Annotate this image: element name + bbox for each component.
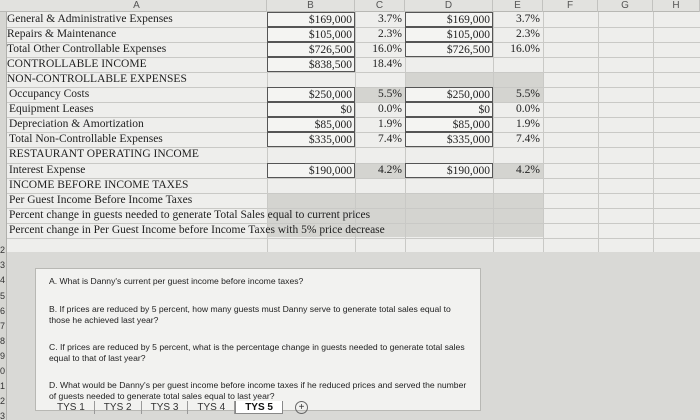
row-number[interactable]: 1 bbox=[0, 381, 6, 391]
row-label[interactable]: Occupancy Costs bbox=[9, 88, 90, 100]
row-label[interactable]: Total Non-Controllable Expenses bbox=[9, 133, 163, 145]
row-label[interactable]: NON-CONTROLLABLE EXPENSES bbox=[7, 73, 187, 85]
row-number[interactable]: 9 bbox=[0, 351, 6, 361]
column-header-e[interactable]: E bbox=[493, 0, 543, 12]
cell-d[interactable]: $0 bbox=[405, 102, 493, 117]
row-number[interactable]: 2 bbox=[0, 245, 6, 255]
table-row bbox=[7, 132, 700, 147]
column-header-d[interactable]: D bbox=[405, 0, 493, 12]
row-label[interactable]: Total Other Controllable Expenses bbox=[7, 43, 167, 55]
row-label[interactable]: Depreciation & Amortization bbox=[9, 118, 144, 130]
cell-d[interactable]: $85,000 bbox=[405, 117, 493, 132]
cell-b[interactable]: $0 bbox=[267, 102, 355, 117]
table-row bbox=[7, 147, 700, 162]
row-label[interactable]: RESTAURANT OPERATING INCOME bbox=[9, 148, 199, 160]
table-row bbox=[7, 87, 700, 102]
cell-e[interactable]: 5.5% bbox=[516, 88, 540, 100]
row-label[interactable]: INCOME BEFORE INCOME TAXES bbox=[9, 179, 189, 191]
table-row bbox=[7, 163, 700, 178]
cell-c[interactable]: 7.4% bbox=[378, 133, 402, 145]
table-row bbox=[7, 42, 700, 57]
sheet-tab-tys-1[interactable]: TYS 1 bbox=[48, 401, 95, 414]
column-header-bar bbox=[0, 0, 700, 12]
row-number[interactable]: 2 bbox=[0, 396, 6, 406]
table-row bbox=[7, 102, 700, 117]
cell-d[interactable]: $190,000 bbox=[405, 163, 493, 178]
row-label[interactable]: General & Administrative Expenses bbox=[7, 13, 173, 25]
cell-c[interactable]: 3.7% bbox=[378, 13, 402, 25]
row-label[interactable]: Per Guest Income Before Income Taxes bbox=[9, 194, 193, 206]
cell-e[interactable]: 3.7% bbox=[516, 13, 540, 25]
sheet-tab-tys-3[interactable]: TYS 3 bbox=[142, 401, 189, 414]
table-row bbox=[7, 193, 700, 208]
row-label[interactable]: CONTROLLABLE INCOME bbox=[7, 58, 147, 70]
table-row bbox=[7, 57, 700, 72]
column-header-c[interactable]: C bbox=[355, 0, 405, 12]
cell-c[interactable]: 18.4% bbox=[372, 58, 402, 70]
cell-b[interactable]: $190,000 bbox=[267, 163, 355, 178]
cell-b[interactable]: $335,000 bbox=[267, 132, 355, 147]
column-header-g[interactable]: G bbox=[598, 0, 653, 12]
sheet-tab-tys-5[interactable]: TYS 5 bbox=[235, 401, 283, 414]
column-header-h[interactable]: H bbox=[653, 0, 700, 12]
row-number[interactable]: 3 bbox=[0, 411, 6, 420]
cell-e[interactable]: 0.0% bbox=[516, 103, 540, 115]
cell-d[interactable]: $250,000 bbox=[405, 87, 493, 102]
column-header-f[interactable]: F bbox=[543, 0, 598, 12]
table-row bbox=[7, 178, 700, 193]
row-header-bar bbox=[0, 12, 7, 420]
cell-c[interactable]: 16.0% bbox=[372, 43, 402, 55]
row-number[interactable]: 6 bbox=[0, 306, 6, 316]
cell-b[interactable]: $726,500 bbox=[267, 42, 355, 57]
row-number[interactable]: 4 bbox=[0, 275, 6, 285]
cell-d[interactable]: $169,000 bbox=[405, 12, 493, 27]
row-number[interactable]: 5 bbox=[0, 291, 6, 301]
table-row bbox=[7, 117, 700, 132]
cell-b[interactable]: $85,000 bbox=[267, 117, 355, 132]
spreadsheet-grid[interactable] bbox=[7, 12, 700, 252]
row-label[interactable]: Percent change in guests needed to generate Total Sales equal to current prices bbox=[9, 209, 371, 221]
sheet-tab-bar bbox=[48, 401, 308, 414]
row-label[interactable]: Percent change in Per Guest Income before Income Taxes with 5% price decrease bbox=[9, 224, 385, 236]
cell-d[interactable]: $105,000 bbox=[405, 27, 493, 42]
cell-b[interactable]: $105,000 bbox=[267, 27, 355, 42]
cell-c[interactable]: 4.2% bbox=[378, 164, 402, 176]
cell-e[interactable]: 7.4% bbox=[516, 133, 540, 145]
cell-c[interactable]: 5.5% bbox=[378, 88, 402, 100]
sheet-tab-tys-2[interactable]: TYS 2 bbox=[95, 401, 142, 414]
cell-c[interactable]: 2.3% bbox=[378, 28, 402, 40]
cell-b[interactable]: $169,000 bbox=[267, 12, 355, 27]
plus-circle-icon[interactable]: + bbox=[295, 401, 308, 414]
row-label[interactable]: Repairs & Maintenance bbox=[7, 28, 117, 40]
question-d: D. What would be Danny's per guest income before income taxes if he reduced prices and served the number of guests needed to generate total sales equal to last year? bbox=[49, 380, 467, 401]
cell-c[interactable]: 0.0% bbox=[378, 103, 402, 115]
cell-b[interactable]: $250,000 bbox=[267, 87, 355, 102]
row-number[interactable]: 7 bbox=[0, 321, 6, 331]
row-number[interactable]: 8 bbox=[0, 336, 6, 346]
cell-d[interactable]: $335,000 bbox=[405, 132, 493, 147]
sheet-tab-tys-4[interactable]: TYS 4 bbox=[188, 401, 235, 414]
table-row bbox=[7, 72, 700, 87]
table-row bbox=[7, 208, 700, 223]
cell-d[interactable]: $726,500 bbox=[405, 42, 493, 57]
row-number[interactable]: 0 bbox=[0, 366, 6, 376]
question-a: A. What is Danny's current per guest income before income taxes? bbox=[49, 276, 304, 286]
row-label[interactable]: Interest Expense bbox=[9, 164, 86, 176]
cell-e[interactable]: 1.9% bbox=[516, 118, 540, 130]
cell-e[interactable]: 2.3% bbox=[516, 28, 540, 40]
cell-b[interactable]: $838,500 bbox=[267, 57, 355, 72]
column-header-a[interactable]: A bbox=[7, 0, 267, 12]
table-row bbox=[7, 12, 700, 27]
question-c: C. If prices are reduced by 5 percent, what is the percentage change in guests needed to generate total sales equal to that of last year? bbox=[49, 342, 465, 363]
cell-e[interactable]: 16.0% bbox=[510, 43, 540, 55]
column-header-b[interactable]: B bbox=[267, 0, 355, 12]
question-text-box[interactable] bbox=[35, 268, 481, 411]
cell-c[interactable]: 1.9% bbox=[378, 118, 402, 130]
table-row bbox=[7, 223, 700, 238]
table-row bbox=[7, 27, 700, 42]
cell-e[interactable]: 4.2% bbox=[516, 164, 540, 176]
row-number[interactable]: 3 bbox=[0, 260, 6, 270]
question-b: B. If prices are reduced by 5 percent, how many guests must Danny serve to generate total sales equal to those he achieved last year? bbox=[49, 304, 451, 325]
row-label[interactable]: Equipment Leases bbox=[9, 103, 94, 115]
